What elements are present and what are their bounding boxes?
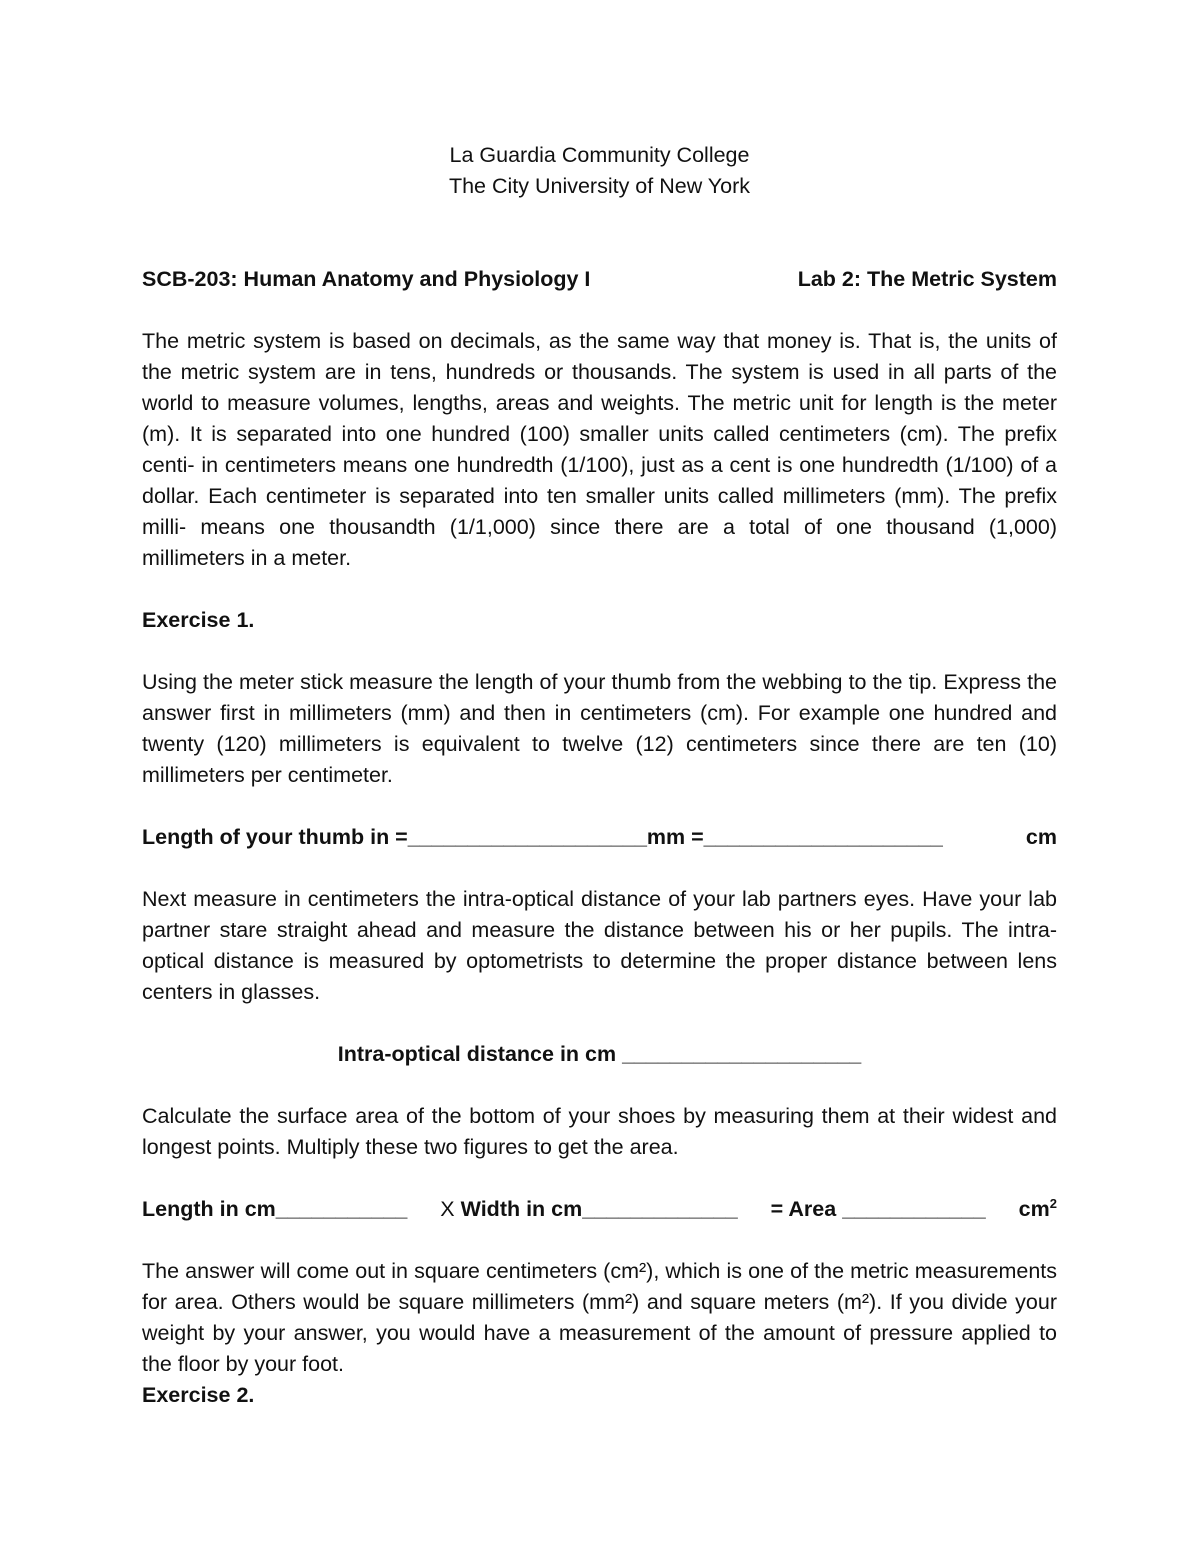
- area-unit: [1019, 1194, 1057, 1225]
- lab-title: Lab 2: The Metric System: [797, 267, 1057, 291]
- thumb-cm-unit: cm: [1025, 825, 1057, 849]
- times-sign: X: [440, 1197, 455, 1221]
- exercise-2-heading: Exercise 2.: [142, 1383, 255, 1407]
- area-field: [771, 1194, 986, 1225]
- intro-paragraph: The metric system is based on decimals, as the same way that money is. That is, the units of the metric system are in tens, hundreds or thousands. The system is used in all parts of the world to measure volumes, lengths, areas and weights. The metric unit for length is the meter (m). It is separated into one hundred (100) smaller units called centimeters (cm). The prefix centi- in centimeters means one hundredth (1/100), just as a cent is one hundredth (1/100) of a dollar. Each centimeter is separated into ten smaller units called millimeters (mm). The prefix milli- means one thousandth (1/1,000) since there are a total of one thousand (1,000) millimeters in a meter.: [142, 329, 1057, 570]
- surface-area-paragraph: Calculate the surface area of the bottom of your shoes by measuring them at their widest and longest points. Multiply these two figures to get the area.: [142, 1104, 1057, 1159]
- area-label: = Area: [770, 1197, 837, 1221]
- intra-optical-blank[interactable]: ____________________: [622, 1042, 862, 1066]
- intra-optical-paragraph: Next measure in centimeters the intra-optical distance of your lab partners eyes. Have your lab partner stare straight ahead and measure the distance between his or her pupils. The intra-optical distance is measured by optometrists to determine the proper distance between lens centers in glasses.: [142, 887, 1057, 1004]
- width-blank[interactable]: _____________: [582, 1197, 738, 1221]
- intra-optical-label: Intra-optical distance in cm: [337, 1042, 617, 1066]
- thumb-mm-blank[interactable]: ____________________: [407, 825, 647, 849]
- course-title: SCB-203: Human Anatomy and Physiology I: [142, 267, 591, 291]
- course-header-row: [142, 264, 1057, 295]
- width-label: Width in cm: [460, 1197, 583, 1221]
- thumb-length-label: Length of your thumb in =: [142, 825, 408, 849]
- thumb-cm-blank[interactable]: ____________________: [703, 825, 943, 849]
- thumb-length-answer-line: [142, 822, 1057, 853]
- college-name: La Guardia Community College: [449, 143, 750, 167]
- width-field: [440, 1194, 737, 1225]
- area-unit-text: cm: [1018, 1197, 1050, 1221]
- university-name: The City University of New York: [448, 174, 751, 198]
- area-unit-superscript: 2: [1049, 1195, 1057, 1211]
- length-field: [142, 1194, 407, 1225]
- thumb-length-prompt: [142, 822, 943, 853]
- exercise-1-paragraph: Using the meter stick measure the length of your thumb from the webbing to the tip. Express the answer first in millimeters (mm) and then in centimeters (cm). For example one hundred and twenty (120) millimeters is equivalent to twelve (12) centimeters since there are ten (10) millimeters per centimeter.: [142, 670, 1057, 787]
- area-blank[interactable]: ____________: [842, 1197, 986, 1221]
- thumb-mm-unit: mm =: [646, 825, 704, 849]
- area-answer-line: [142, 1194, 1057, 1225]
- exercise-1-heading: Exercise 1.: [142, 608, 255, 632]
- document-page: [142, 140, 1057, 1411]
- length-blank[interactable]: ___________: [275, 1197, 408, 1221]
- intra-optical-answer-line: [142, 1039, 1057, 1070]
- pressure-paragraph: The answer will come out in square centimeters (cm²), which is one of the metric measurements for area. Others would be square millimeters (mm²) and square meters (m²). If you divide your weight by your answer, you would have a measurement of the amount of pressure applied to the floor by your foot.: [142, 1259, 1057, 1376]
- length-label: Length in cm: [142, 1197, 276, 1221]
